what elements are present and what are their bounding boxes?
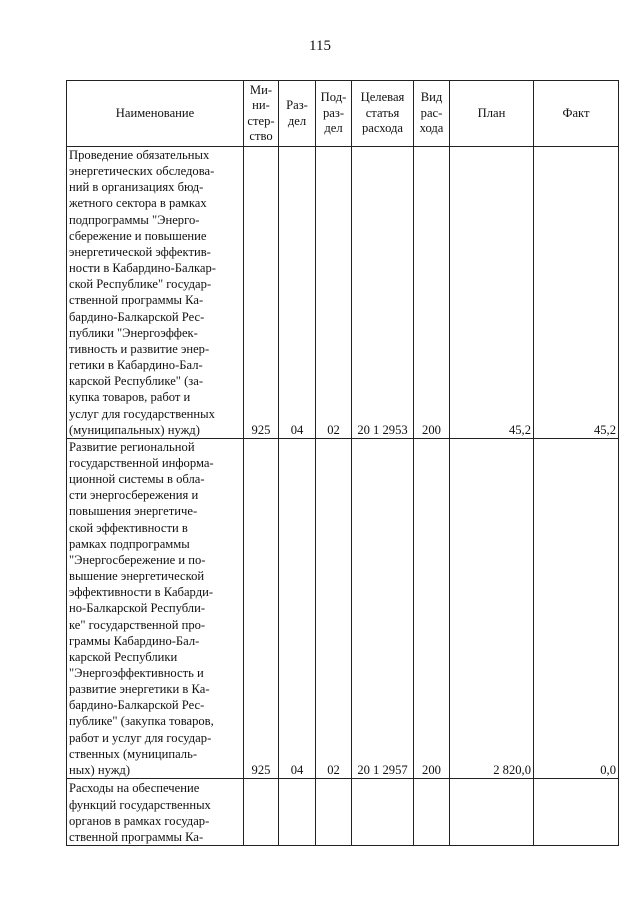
header-name: Наименование xyxy=(67,81,244,147)
header-ministry: Ми- ни- стер- ство xyxy=(244,81,279,147)
header-plan: План xyxy=(450,81,534,147)
row-name-cell: Развитие региональной государственной информа- ционной системы в обла- сти энергосбережения и повышения энергетиче- ской эффективности в рамках подпрограммы "Энергосбережение и по- вышение энергетической эффективности в Кабарди- но-Балкарской Республи- ке" государственной про- граммы Кабардино-Бал- карской Республики "Энергоэффективность и развитие энергетики в Ка- бардино-Балкарской Рес- публике" (закупка товаров, работ и услуг для государ- ственных (муниципаль- ных) нужд) xyxy=(67,438,244,778)
table-header-row xyxy=(67,81,619,147)
row-plan-cell: 2 820,0 xyxy=(450,438,534,778)
row-fact-cell xyxy=(534,779,619,846)
row-ministry-cell: 925 xyxy=(244,147,279,439)
header-section: Раз- дел xyxy=(279,81,316,147)
table-row xyxy=(67,147,619,439)
row-subsection-cell: 02 xyxy=(316,147,352,439)
row-plan-cell: 45,2 xyxy=(450,147,534,439)
row-ministry-cell xyxy=(244,779,279,846)
row-name-cell: Проведение обязательных энергетических обследова- ний в организациях бюд- жетного сектора в рамках подпрограммы "Энерго- сбережение и повышение энергетической эффектив- ности в Кабардино-Балкар- ской Республике" государ- ственной программы Ка- бардино-Балкарской Рес- публики "Энергоэффек- тивность и развитие энер- гетики в Кабардино-Бал- карской Республике" (за- купка товаров, работ и услуг для государственных (муниципальных) нужд) xyxy=(67,147,244,439)
row-target-article-cell: 20 1 2953 xyxy=(352,147,414,439)
table-row xyxy=(67,779,619,846)
row-name-cell: Расходы на обеспечение функций государственных органов в рамках государ- ственной программы Ка- xyxy=(67,779,244,846)
table-row xyxy=(67,438,619,778)
row-fact-cell: 0,0 xyxy=(534,438,619,778)
row-section-cell xyxy=(279,779,316,846)
page-number: 115 xyxy=(309,38,331,54)
row-ministry-cell: 925 xyxy=(244,438,279,778)
row-expense-type-cell xyxy=(414,779,450,846)
header-fact: Факт xyxy=(534,81,619,147)
row-section-cell: 04 xyxy=(279,147,316,439)
row-expense-type-cell: 200 xyxy=(414,438,450,778)
header-expense-type: Вид рас- хода xyxy=(414,81,450,147)
row-target-article-cell xyxy=(352,779,414,846)
row-expense-type-cell: 200 xyxy=(414,147,450,439)
row-subsection-cell xyxy=(316,779,352,846)
row-plan-cell xyxy=(450,779,534,846)
budget-table xyxy=(66,80,619,846)
header-target-article: Целевая статья расхода xyxy=(352,81,414,147)
row-section-cell: 04 xyxy=(279,438,316,778)
row-fact-cell: 45,2 xyxy=(534,147,619,439)
row-subsection-cell: 02 xyxy=(316,438,352,778)
row-target-article-cell: 20 1 2957 xyxy=(352,438,414,778)
header-subsection: Под- раз- дел xyxy=(316,81,352,147)
